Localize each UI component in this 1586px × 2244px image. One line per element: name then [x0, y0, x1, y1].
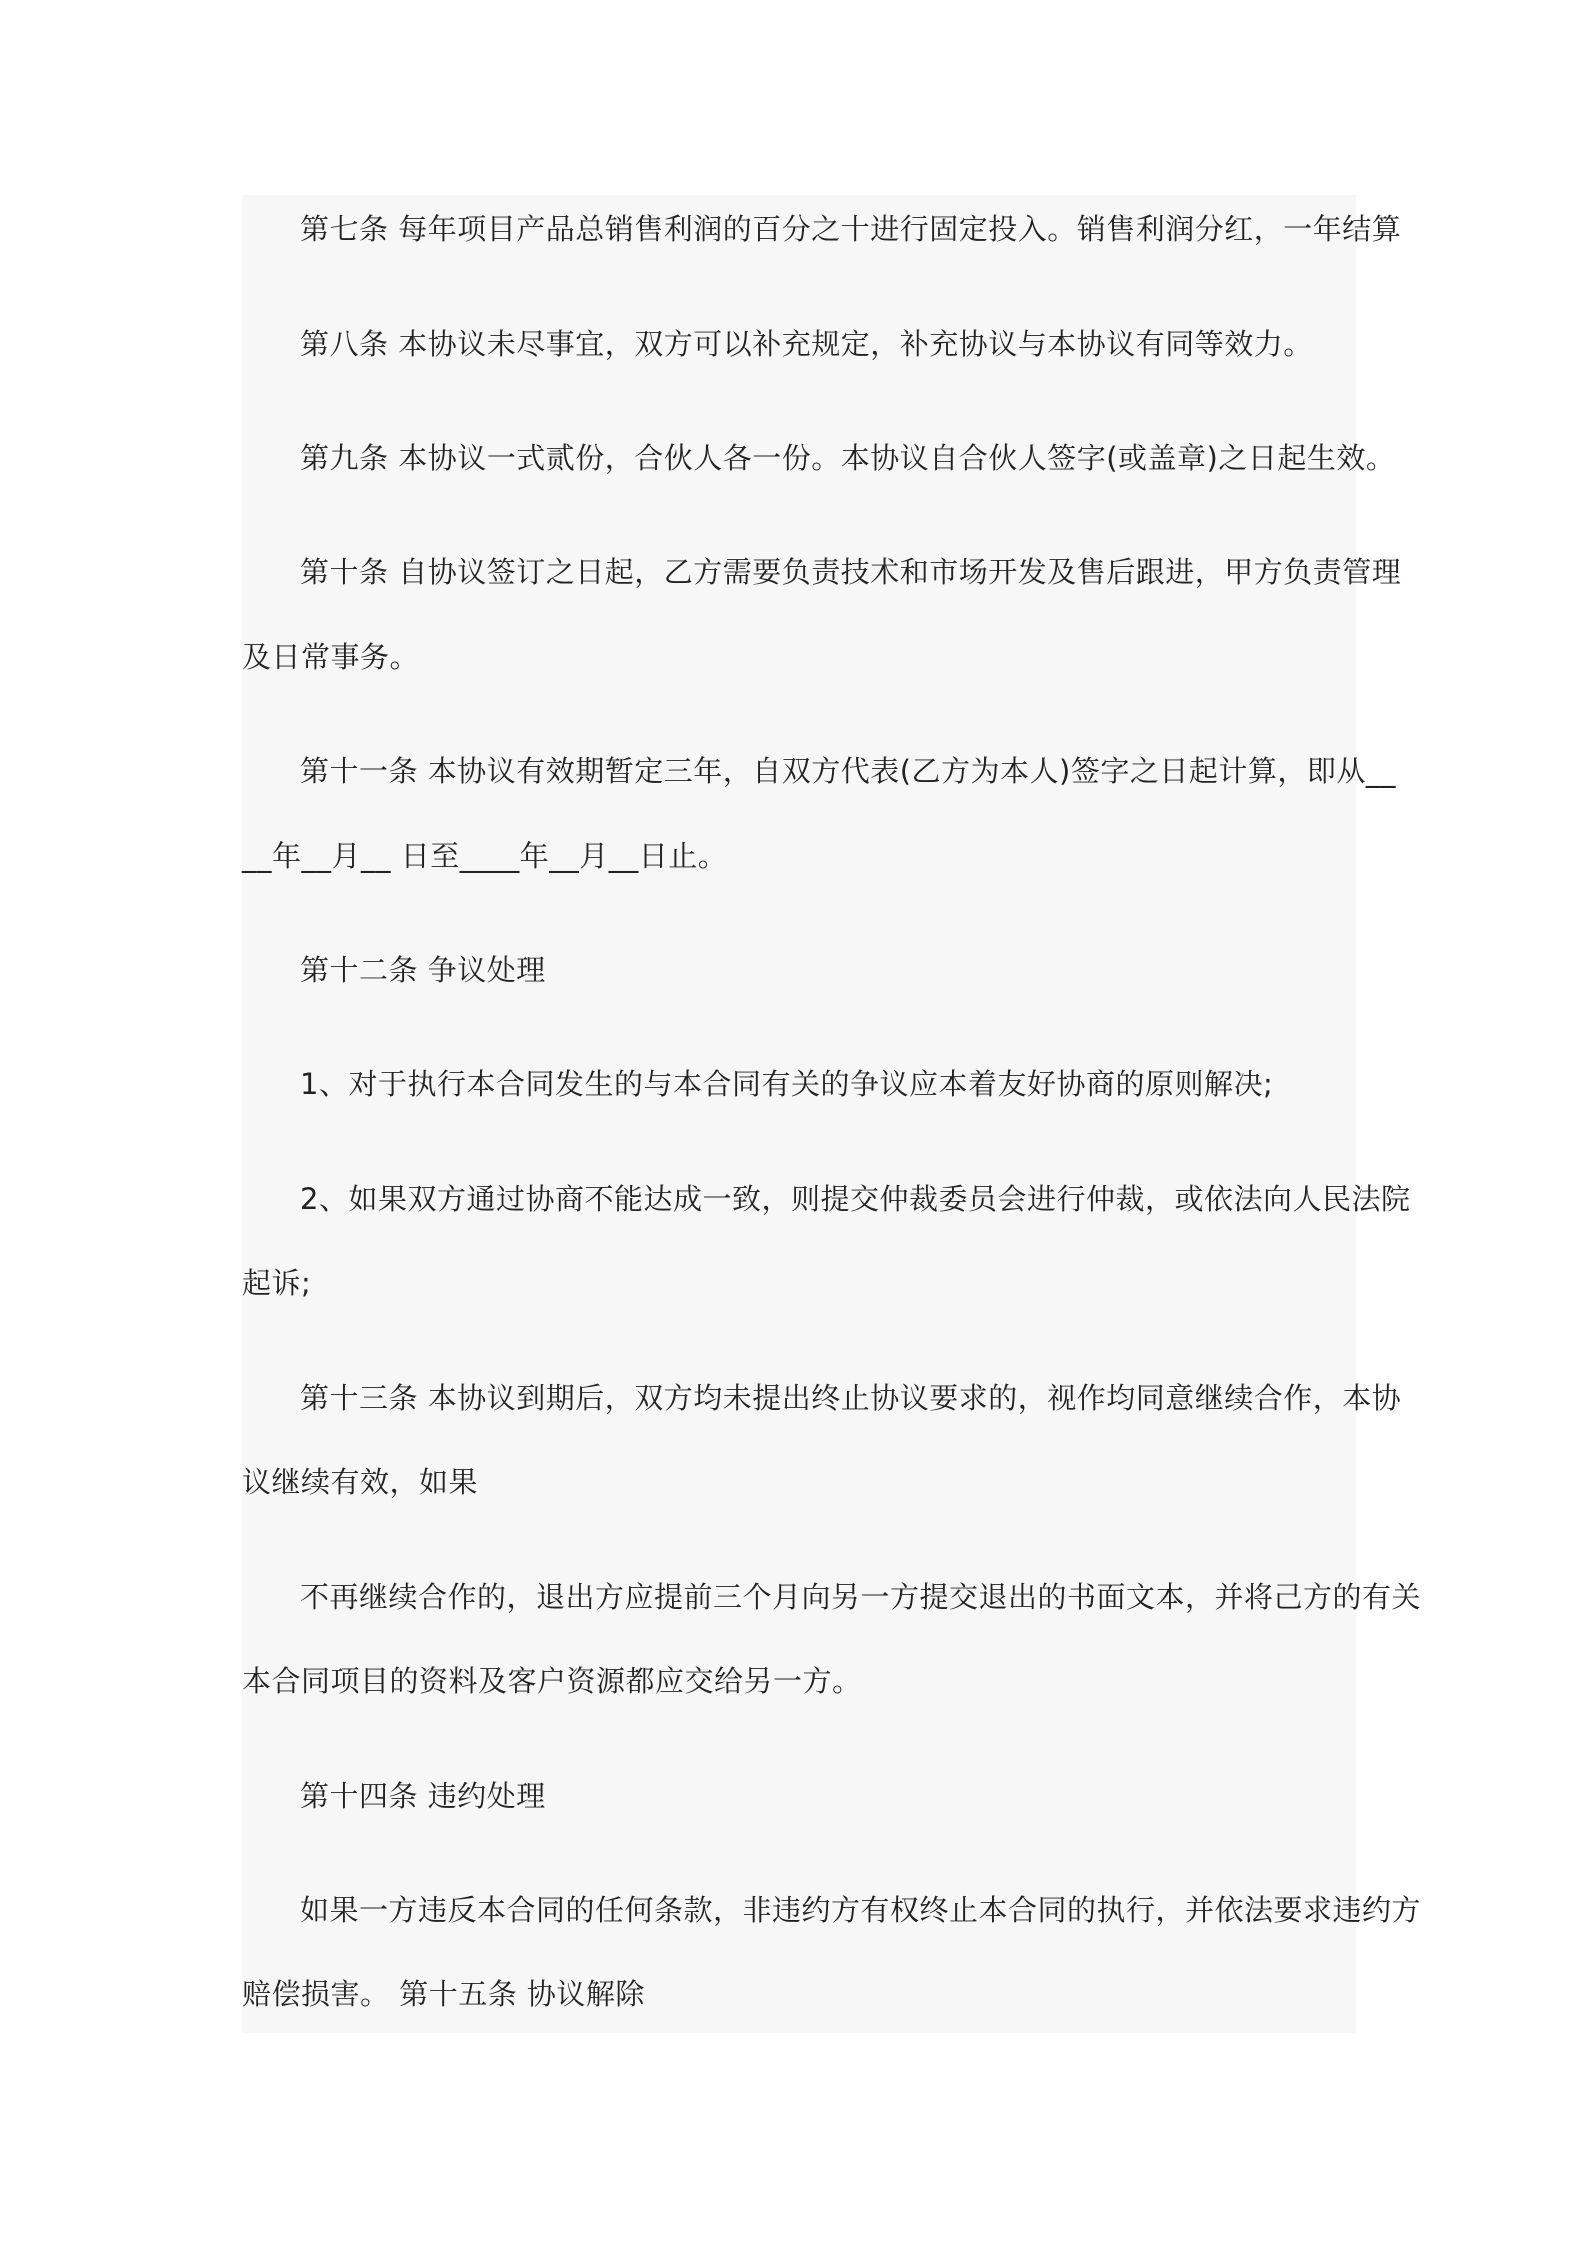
article-14-heading: 第十四条 违约处理 — [300, 1779, 546, 1813]
article-10-line-2: 及日常事务。 — [242, 640, 420, 674]
article-11-line-1: 第十一条 本协议有效期暂定三年，自双方代表(乙方为本人)签字之日起计算，即从__ — [300, 754, 1396, 788]
article-13-line-2: 议继续有效，如果 — [242, 1465, 479, 1499]
article-10-line-1: 第十条 自协议签订之日起，乙方需要负责技术和市场开发及售后跟进，甲方负责管理 — [300, 555, 1402, 589]
article-14-body-line-1: 如果一方违反本合同的任何条款，非违约方有权终止本合同的执行，并依法要求违约方 — [300, 1893, 1422, 1927]
article-12-heading: 第十二条 争议处理 — [300, 953, 546, 987]
article-8-line: 第八条 本协议未尽事宜，双方可以补充规定，补充协议与本协议有同等效力。 — [300, 327, 1313, 361]
article-12-item-1: 1、对于执行本合同发生的与本合同有关的争议应本着友好协商的原则解决; — [300, 1067, 1274, 1101]
article-13-line-3: 不再继续合作的，退出方应提前三个月向另一方提交退出的书面文本，并将己方的有关 — [300, 1580, 1422, 1614]
article-7-line: 第七条 每年项目产品总销售利润的百分之十进行固定投入。销售利润分红，一年结算 — [300, 212, 1402, 246]
article-9-line: 第九条 本协议一式贰份，合伙人各一份。本协议自合伙人签字(或盖章)之日起生效。 — [300, 441, 1396, 475]
article-12-item-2-line-2: 起诉; — [242, 1266, 312, 1300]
article-13-line-1: 第十三条 本协议到期后，双方均未提出终止协议要求的，视作均同意继续合作，本协 — [300, 1381, 1402, 1415]
article-13-line-4: 本合同项目的资料及客户资源都应交给另一方。 — [242, 1664, 862, 1698]
article-14-body-line-2: 赔偿损害。 第十五条 协议解除 — [242, 1977, 645, 2011]
article-12-item-2-line-1: 2、如果双方通过协商不能达成一致，则提交仲裁委员会进行仲裁，或依法向人民法院 — [300, 1182, 1411, 1216]
article-11-line-2: __年__月__ 日至____年__月__日止。 — [242, 839, 728, 873]
